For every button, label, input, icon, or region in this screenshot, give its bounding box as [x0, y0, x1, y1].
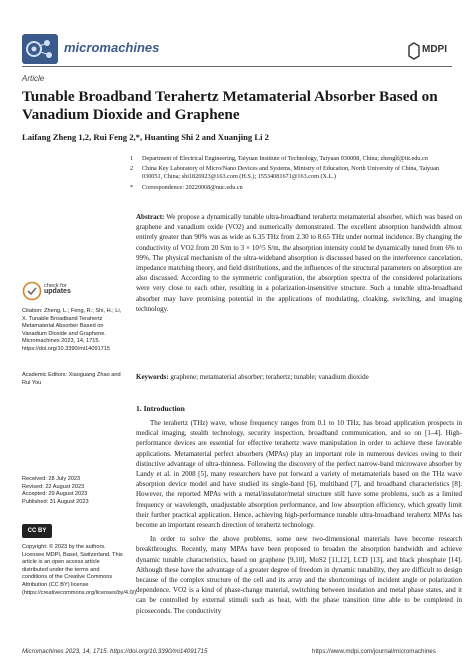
body-paragraph: The terahertz (THz) wave, whose frequency ranges from 0.1 to 10 THz, has broad application prospects in medical imaging, stealth technology, security inspection, broadband communication, and so on [1–4]. High-performance devices are essential for effective terahertz wave manipulation in order to achieve these favorable applications. Metamaterial perfect absorbers (MPAs) play an important role in numerous devices owing to their distinctive advantage of ultra-thinness. Following the discovery of the perfect narrow-band microwave absorber by Landy et al. in 2008 [5], many researchers have put forward a variety of metamaterials based on the THz wave absorption device model and have studied its single-band [6], multiband [7], and broadband characteristics [8]. However, the reported MPAs with a metal/insulator/metal structure still have some problems, such as a limited frequency or wavelength, unadjustable absorption performance, and low absorption efficiency, which greatly limit their further practical application. Hence, achieving high-performance tunable ultra-broadband terahertz MPAs has become an important research direction of terahertz technology.: [136, 419, 462, 530]
section-title: 1. Introduction: [136, 404, 185, 413]
copyright-block: Copyright: © 2023 by the authors. Licensee MDPI, Basel, Switzerland. This article is an open access article distributed under the terms and conditions of the Creative Commons Attribution (CC BY) license (https://creativecommons.org/licenses/by/4.0/).: [22, 544, 138, 596]
published-date: Published: 31 August 2023: [22, 498, 89, 505]
correspondence-text: Correspondence: 20220068@nuc.edu.cn: [142, 183, 243, 191]
affiliation-text: Department of Electrical Engineering, Taiyuan Institute of Technology, Taiyuan 030008, China; zhenglf@tit.edu.cn: [142, 155, 428, 162]
affiliations: [130, 155, 460, 194]
check-updates-line1: check for: [44, 283, 67, 289]
body-paragraph: In order to solve the above problems, some new two-dimensional materials have become research breakthroughs. Recently, many MPAs have been proposed to broaden the absorption bandwidth and achieve dynamic tunable characteristics, based on graphene [9,10], MoS2 [11,12], LCD [13], and black phosphate [14]. Although these have the advantage of a greater degree of freedom in dynamic tunability, they are difficult to design because of the complex structure of the cell and its array and the shortcomings of incident angle or polarization dependence. VO2 is a kind of phase-change material, switching between insulation and metal phase states, and it can be controlled by external stimuli such as heat, with the phase transition time able to be completed in picoseconds. The conductivity: [136, 535, 462, 615]
article-type: Article: [22, 74, 45, 83]
academic-editors: Academic Editors: Xiaoguang Zhao and Rui You: [22, 372, 121, 386]
abstract-text: We propose a dynamically tunable ultra-broadband terahertz metamaterial absorber, which was based on graphene and vanadium oxide (VO2) and numerically demonstrated. The excellent absorption bandwidth almost entirely greater than 90% was as wide as 6.35 THz from 2.30 to 8.65 THz under normal incidence. By changing the conductivity of VO2 from 20 S/m to 3 × 10^5 S/m, the absorption intensity could be dynamically tuned from 6% to 99%. The physical mechanism of the ultra-wideband absorption is discussed based on the interference cancelation, impedance matching theory, and field distributions, and the influences of the structural parameters on absorption are also discussed. According to the symmetric configuration, the absorption spectra of the considered polarizations were very close to each other, resulting in a polarization-insensitive structure. Such a tunable ultra-broadband absorber may have promising potential in the applications of modulating, cloaking, switching, and imaging technology.: [136, 213, 462, 313]
received-date: Received: 28 July 2023: [22, 476, 81, 482]
affiliation-number: *: [130, 183, 134, 191]
check-for-updates[interactable]: [44, 283, 71, 296]
publisher-logo: [406, 40, 454, 60]
keywords: [136, 372, 462, 382]
affiliation-text: China Key Laboratory of Micro/Nano Devices and Systems, Ministry of Education, North University of China, Taiyuan 030051, China; shi1826923@163.com (H.S.); 15534081671@163.com (X.L.): [142, 165, 440, 181]
cc-by-license-icon[interactable]: CC BY: [22, 524, 52, 538]
affiliation-item: [130, 155, 460, 163]
keywords-text: graphene; metamaterial absorber; terahertz; tunable; vanadium dioxide: [170, 373, 369, 381]
affiliation-item: [130, 165, 460, 181]
header-rule: [22, 66, 452, 67]
journal-name: micromachines: [64, 40, 160, 55]
dates-block: [22, 476, 126, 506]
affiliation-item: [130, 184, 460, 192]
revised-date: Revised: 22 August 2023: [22, 483, 85, 490]
journal-logo: [22, 34, 58, 64]
footer-citation: Micromachines 2023, 14, 1715. https://doi.org/10.3390/mi14091715: [22, 648, 208, 655]
check-for-updates-icon[interactable]: [22, 281, 42, 301]
body-text: [136, 418, 462, 616]
abstract: [136, 212, 462, 314]
footer-journal-url[interactable]: https://www.mdpi.com/journal/micromachines: [312, 648, 436, 655]
check-updates-line2: updates: [44, 288, 71, 296]
affiliation-number: 1: [130, 155, 134, 162]
publisher-name: MDPI: [422, 44, 447, 55]
article-title: Tunable Broadband Terahertz Metamaterial Absorber Based on Vanadium Dioxide and Graphene: [22, 88, 438, 123]
abstract-label: Abstract:: [136, 213, 165, 221]
citation-block: Citation: Zheng, L.; Feng, R.; Shi, H.; Li, X. Tunable Broadband Terahertz Metamaterial Absorber Based on Vanadium Dioxide and Graphene. Micromachines 2023, 14, 1715. https://doi.org/10.3390/mi14091715: [22, 308, 122, 352]
accepted-date: Accepted: 29 August 2023: [22, 491, 88, 498]
gear-network-icon: [22, 34, 58, 64]
keywords-label: Keywords:: [136, 373, 169, 381]
author-list: Laifang Zheng 1,2, Rui Feng 2,*, Huanting Shi 2 and Xuanjing Li 2: [22, 132, 269, 142]
affiliation-number: 2: [130, 165, 134, 173]
